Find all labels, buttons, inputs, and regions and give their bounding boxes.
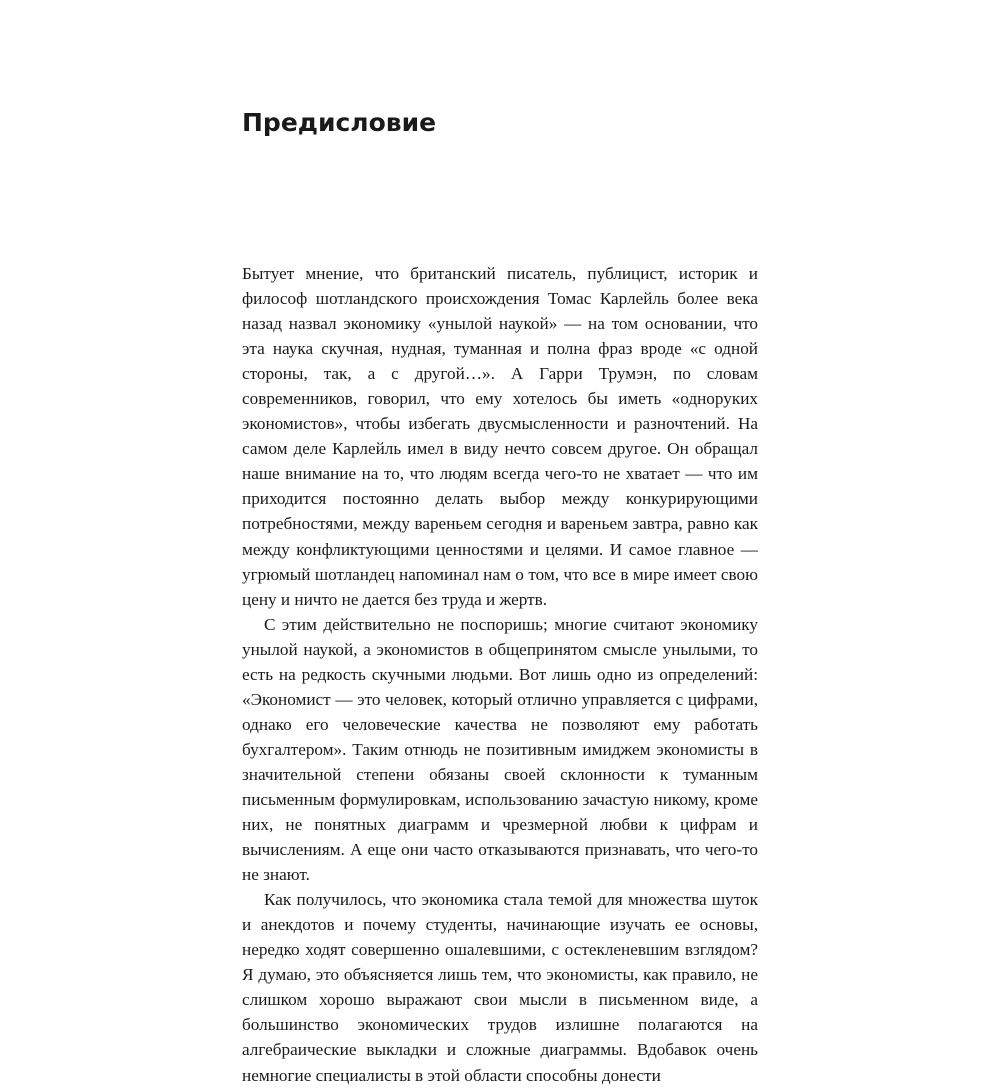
paragraph-3: Как получилось, что экономика стала темой для множества шуток и анекдотов и почему студенты, начинающие изучать ее основы, нередко ходят совершенно ошалевшими, с остекленевшим взглядом? Я думаю, это объясняется лишь тем, что экономисты, как правило, не слишком хорошо выражают свои мысли в письменном виде, а большинство экономических трудов излишне полагаются на алгебраические выкладки и сложные диаграммы. Вдобавок очень немногие специалисты в этой области способны донести xyxy=(242,890,758,1085)
chapter-title: Предисловие xyxy=(242,108,437,137)
paragraph-1: Бытует мнение, что британский писатель, публицист, историк и философ шотландского происхождения Томас Карлейль более века назад назвал экономику «унылой наукой» — на том основании, что эта наука скучная, нудная, туманная и полна фраз вроде «с одной стороны, так, а с другой…». А Гарри Трумэн, по словам современников, говорил, что ему хотелось бы иметь «одноруких экономистов», чтобы избегать двусмысленности и разночтений. На самом деле Карлейль имел в виду нечто совсем другое. Он обращал наше внимание на то, что людям всегда чего-то не хватает — что им приходится постоянно делать выбор между конкурирующими потребностями, между вареньем сегодня и вареньем завтра, равно как между конфликтующими ценностями и целями. И самое главное — угрюмый шотландец напоминал нам о том, что все в мире имеет свою цену и ничто не дается без труда и жертв. xyxy=(242,264,758,609)
paragraph-2: С этим действительно не поспоришь; многие считают экономику унылой наукой, а экономистов в общепринятом смысле унылыми, то есть на редкость скучными людьми. Вот лишь одно из определений: «Экономист — это человек, который отлично управляется с цифрами, однако его человеческие качества не позволяют ему работать бухгалтером». Таким отнюдь не позитивным имиджем экономисты в значительной степени обязаны своей склонности к туманным письменным формулировкам, использованию зачастую никому, кроме них, не понятных диаграмм и чрезмерной любви к цифрам и вычислениям. А еще они часто отказываются признавать, что чего-то не знают. xyxy=(242,614,758,885)
body-text xyxy=(242,261,758,1088)
